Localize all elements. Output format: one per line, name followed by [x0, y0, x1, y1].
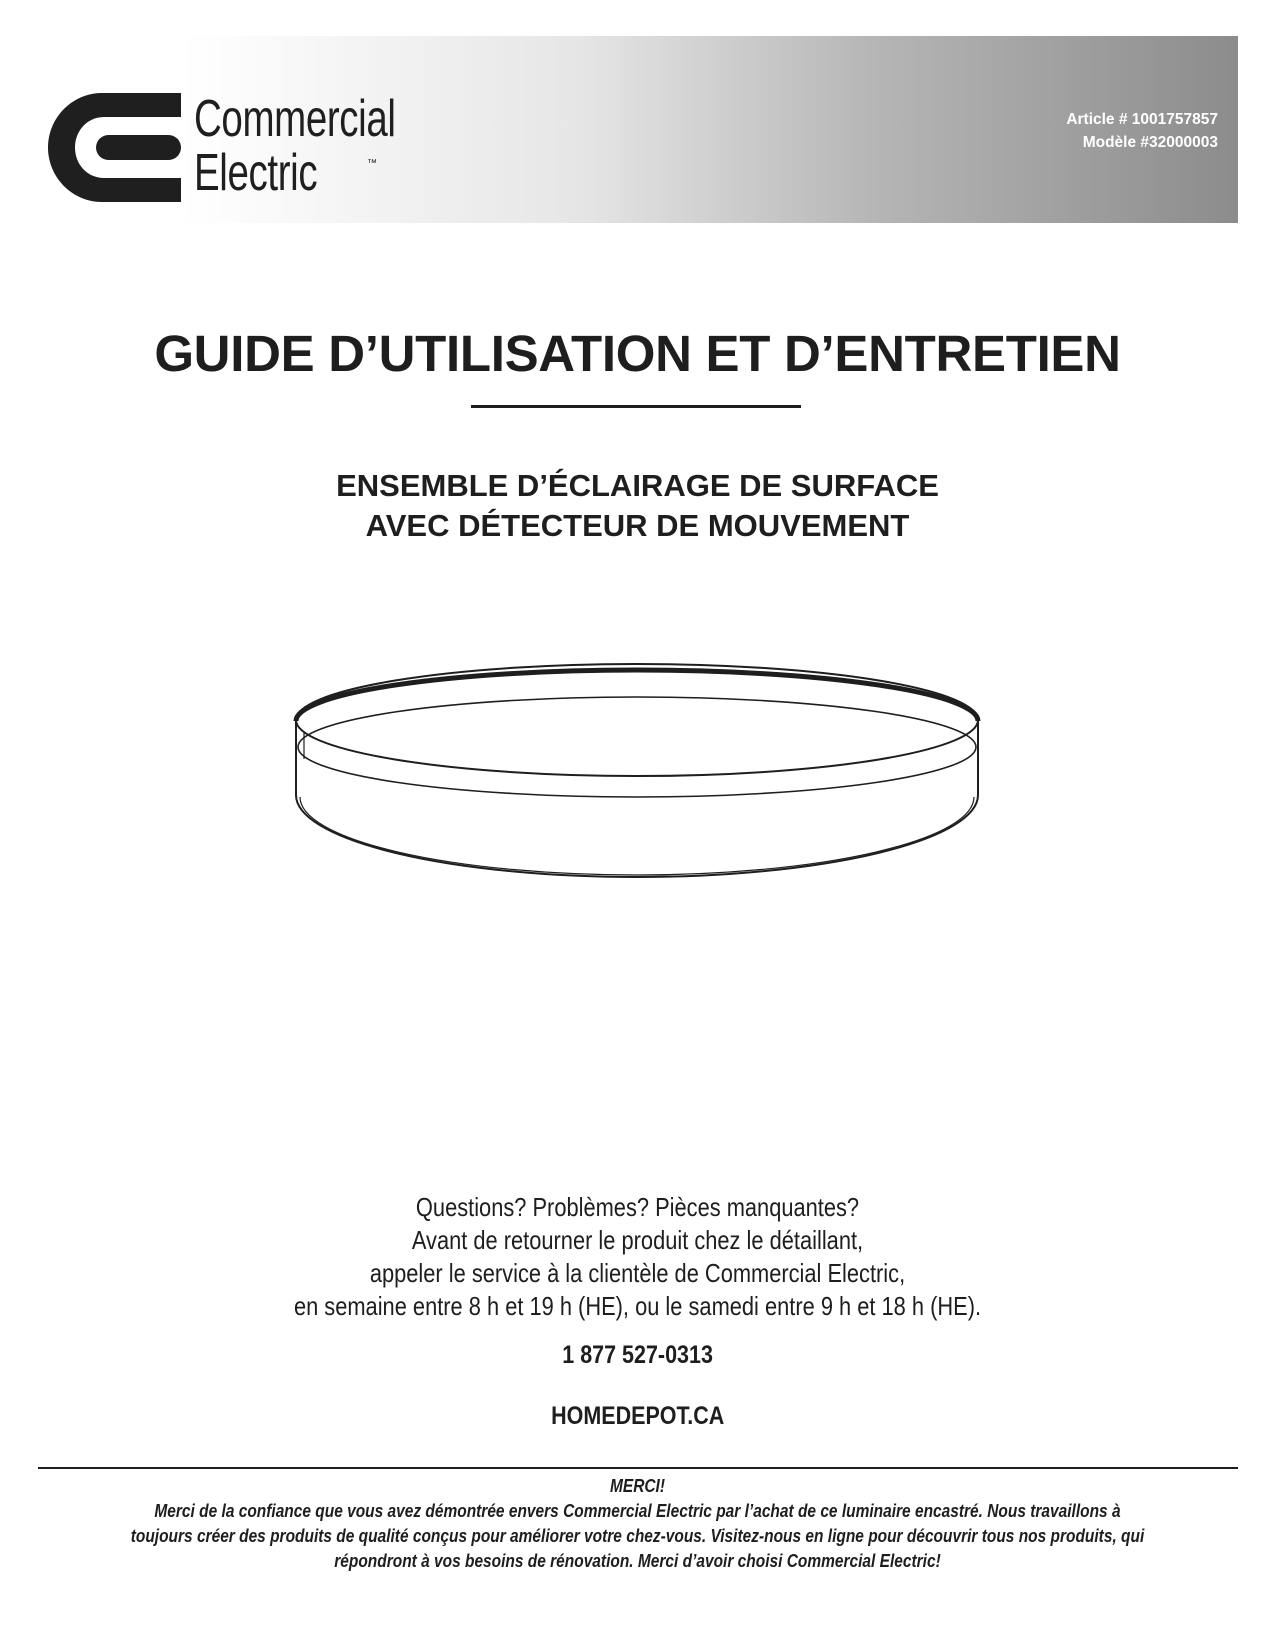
- brand-logo: [48, 90, 468, 205]
- ceiling-light-fixture-illustration: [286, 655, 988, 880]
- customer-service-info: [0, 1191, 1275, 1323]
- footer-divider: [38, 1467, 1238, 1469]
- website-link[interactable]: [0, 1402, 1275, 1431]
- title-divider: [471, 405, 801, 408]
- subtitle-line2: AVEC DÉTECTEUR DE MOUVEMENT: [365, 508, 910, 543]
- phone-number-text: 1 877 527-0313: [562, 1341, 713, 1369]
- trademark-symbol: ™: [367, 158, 377, 169]
- page-title: GUIDE D’UTILISATION ET D’ENTRETIEN: [154, 325, 1121, 382]
- thank-you-line: toujours créer des produits de qualité conçus pour améliorer votre chez-vous. Visitez-nous en ligne pour découvrir tous nos produits, qui: [130, 1526, 1145, 1546]
- subtitle-line1: ENSEMBLE D’ÉCLAIRAGE DE SURFACE: [336, 468, 939, 503]
- contact-line: Avant de retourner le produit chez le détaillant,: [411, 1225, 864, 1255]
- article-number: Article # 1001757857: [1066, 111, 1218, 128]
- phone-number: [0, 1341, 1275, 1370]
- brand-name-line2: Electric: [194, 144, 318, 202]
- commercial-electric-logo-icon: [48, 93, 181, 202]
- thank-you-note: [0, 1474, 1275, 1574]
- website-link-text[interactable]: HOMEDEPOT.CA: [550, 1402, 725, 1430]
- model-number: Modèle #32000003: [1082, 134, 1218, 151]
- product-identifiers: [1066, 108, 1218, 154]
- brand-name-line1: Commercial: [194, 90, 396, 148]
- contact-line: en semaine entre 8 h et 19 h (HE), ou le samedi entre 9 h et 18 h (HE).: [293, 1291, 982, 1321]
- contact-line: appeler le service à la clientèle de Commercial Electric,: [369, 1258, 906, 1288]
- thank-you-line: répondront à vos besoins de rénovation. Merci d’avoir choisi Commercial Electric!: [334, 1551, 941, 1571]
- thank-you-heading: MERCI!: [609, 1476, 666, 1496]
- product-subtitle: [0, 466, 1275, 546]
- contact-line: Questions? Problèmes? Pièces manquantes?: [415, 1192, 860, 1222]
- thank-you-line: Merci de la confiance que vous avez démontrée envers Commercial Electric par l’achat de ce luminaire encastré. Nous travaillons à: [154, 1501, 1121, 1521]
